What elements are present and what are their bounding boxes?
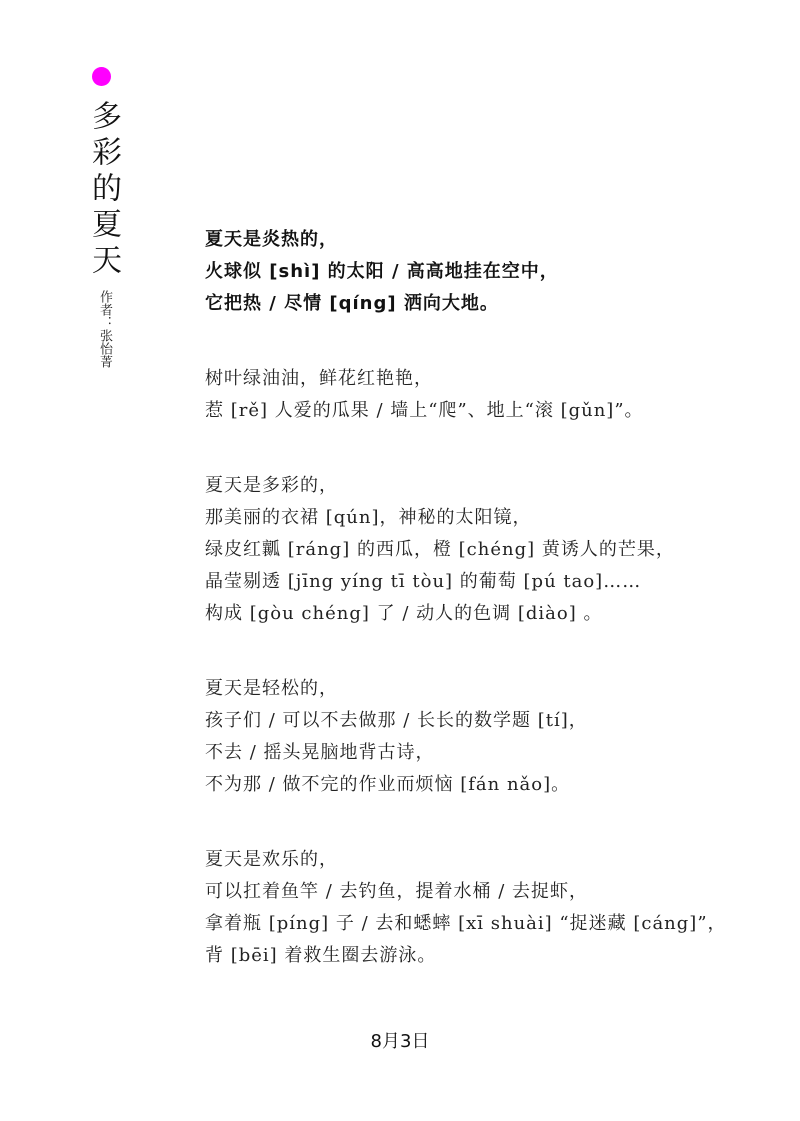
poem-line: 它把热 / 尽情 [qíng] 洒向大地。 xyxy=(205,293,499,314)
poem-body xyxy=(205,224,765,1015)
footer-date: 8月3日 xyxy=(370,1031,430,1052)
poem-line: 那美丽的衣裙 [qún]，神秘的太阳镜， xyxy=(205,507,532,528)
poem-line: 惹 [rě] 人爱的瓜果 / 墙上“爬”、地上“滚 [gǔn]”。 xyxy=(205,400,644,421)
poem-line: 夏天是欢乐的， xyxy=(205,849,338,870)
poem-line: 孩子们 / 可以不去做那 / 长长的数学题 [tí]， xyxy=(205,710,588,731)
poem-line: 拿着瓶 [píng] 子 / 去和蟋蟀 [xī shuài] “捉迷藏 [cáng]”， xyxy=(205,913,727,934)
stanza-3 xyxy=(205,470,765,630)
poem-line: 绿皮红瓤 [ráng] 的西瓜，橙 [chéng] 黄诱人的芒果， xyxy=(205,539,675,560)
poem-line: 不去 / 摇头晃脑地背古诗， xyxy=(205,742,435,763)
author-line: 作者：张怡菁 xyxy=(97,290,112,368)
stanza-1 xyxy=(205,224,765,320)
page-title: 多彩的夏天 xyxy=(86,100,121,280)
stanza-5 xyxy=(205,844,765,972)
poem-line: 夏天是炎热的， xyxy=(205,229,338,250)
poem-line: 不为那 / 做不完的作业而烦恼 [fán nǎo]。 xyxy=(205,774,571,795)
poem-line: 火球似 [shì] 的太阳 / 高高地挂在空中， xyxy=(205,261,559,282)
poem-line: 夏天是多彩的， xyxy=(205,475,338,496)
poem-line: 夏天是轻松的， xyxy=(205,678,338,699)
poem-line: 背 [bēi] 着救生圈去游泳。 xyxy=(205,945,437,966)
poem-line: 构成 [gòu chéng] 了 / 动人的色调 [diào] 。 xyxy=(205,603,603,624)
poem-line: 晶莹剔透 [jīng yíng tī tòu] 的葡萄 [pú tao]…… xyxy=(205,571,642,592)
stanza-4 xyxy=(205,673,765,801)
accent-dot xyxy=(92,67,111,86)
poem-line: 可以扛着鱼竿 / 去钓鱼，提着水桶 / 去捉虾， xyxy=(205,881,589,902)
poem-line: 树叶绿油油，鲜花红艳艳， xyxy=(205,368,433,389)
stanza-2 xyxy=(205,363,765,427)
